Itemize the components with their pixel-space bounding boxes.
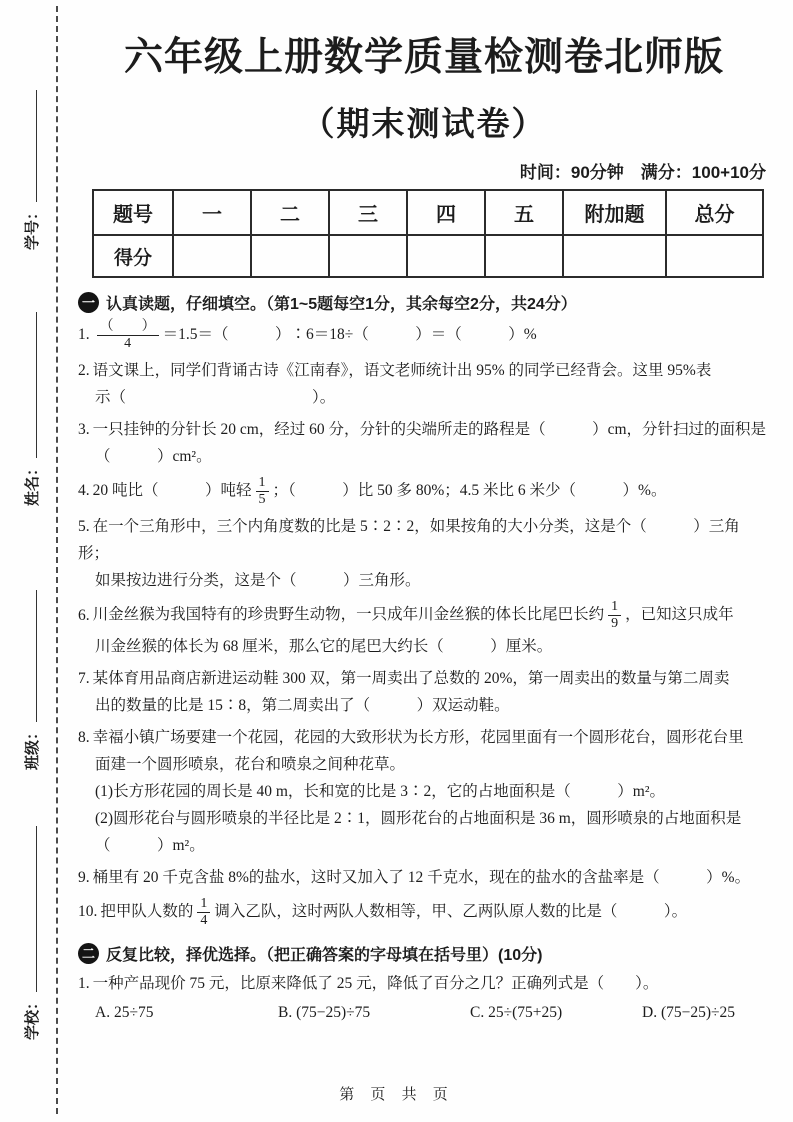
options-row — [78, 1004, 770, 1022]
sidebar-field — [21, 312, 42, 506]
fraction-numerator: 1 — [608, 599, 621, 616]
main-content — [78, 0, 770, 1027]
section-title: 认真读题，仔细填空。（第1~5题每空1分，其余每空2分，共24分） — [106, 296, 577, 313]
option-C: C. 25÷(75+25) — [470, 1003, 563, 1021]
option-A: A. 25÷75 — [95, 1003, 154, 1021]
fraction — [256, 475, 269, 508]
question-number: 10. — [78, 902, 98, 920]
question-text: 幸福小镇广场要建一个花园，花园的大致形状为长方形，花园里面有一个圆形花台，圆形花台里 — [92, 728, 744, 746]
question — [78, 319, 770, 352]
question-text: （ ）m²。 — [95, 836, 205, 854]
question-text: （ ）cm²。 — [95, 448, 212, 466]
question-text: (1)长方形花园的周长是 40 m，长和宽的比是 3∶2，它的占地面积是（ ）m²。 — [95, 782, 665, 800]
section-heading — [78, 942, 770, 965]
question-number: 5. — [78, 518, 90, 536]
section-title: 反复比较，择优选择。（把正确答案的字母填在括号里）(10分) — [106, 946, 543, 964]
score-table — [92, 189, 764, 278]
question-text: 川金丝猴为我国特有的珍贵野生动物，一只成年川金丝猴的体长比尾巴长约 — [92, 606, 605, 624]
question-text: 桶里有 20 千克含盐 8%的盐水，这时又加入了 12 千克水，现在的盐水的含盐率是（ ）%。 — [92, 868, 751, 886]
sidebar-field-blank-line — [23, 826, 37, 992]
section-number-badge: 二 — [78, 943, 99, 964]
page-footer: 第 页 共 页 — [339, 1086, 454, 1103]
score-column-header: 二 — [251, 190, 329, 235]
question-line — [78, 864, 770, 891]
question-text: 一只挂钟的分针长 20 cm，经过 60 分，分针的尖端所走的路程是（ ）cm，分针扫过的面积是 — [92, 421, 766, 439]
question-number: 7. — [78, 669, 90, 687]
question-line — [78, 357, 770, 384]
question-line — [78, 475, 770, 508]
question-text: 把甲队人数的 — [100, 902, 194, 920]
score-cell-empty — [563, 235, 666, 277]
sidebar-field-blank-line — [23, 90, 37, 202]
question — [78, 970, 770, 1022]
question-line — [78, 692, 770, 719]
question-text: 20 吨比（ ）吨轻 — [92, 482, 252, 500]
question-number: 1. — [78, 326, 90, 344]
score-column-header: 一 — [173, 190, 251, 235]
sidebar-field — [21, 826, 42, 1040]
question-line — [78, 665, 770, 692]
score-column-header: 总分 — [666, 190, 763, 235]
question-number: 3. — [78, 421, 90, 439]
question-text: ＝1.5＝（ ）∶6＝18÷（ ）＝（ ）% — [162, 326, 537, 344]
question-line — [78, 896, 770, 929]
question — [78, 475, 770, 508]
question-line — [78, 513, 770, 567]
score-column-header: 题号 — [93, 190, 173, 235]
question — [78, 416, 770, 470]
sidebar-field-blank-line — [23, 590, 37, 722]
score-column-header: 五 — [485, 190, 563, 235]
score-table-score-row — [93, 235, 763, 277]
sidebar-field — [21, 590, 42, 770]
score-cell-empty — [407, 235, 485, 277]
question-text: 在一个三角形中，三个内角度数的比是 5∶2∶2，如果按角的大小分类，这是个（ ）三角形； — [78, 518, 740, 563]
seal-cut-line — [56, 6, 58, 1114]
question-line — [78, 751, 770, 778]
question-text: 如果按边进行分类，这是个（ ）三角形。 — [95, 572, 421, 590]
question-number: 6. — [78, 606, 90, 624]
score-column-header: 附加题 — [563, 190, 666, 235]
question-line — [78, 567, 770, 594]
question-text: 语文课上，同学们背诵古诗《江南春》，语文老师统计出 95% 的同学已经背会。这里 95%表 — [92, 362, 712, 380]
sidebar-field-label: 姓名： — [24, 460, 41, 506]
question-number: 9. — [78, 868, 90, 886]
fraction-denominator: 4 — [124, 336, 132, 352]
question-number: 1. — [78, 974, 90, 992]
question-text: (2)圆形花台与圆形喷泉的半径比是 2∶1，圆形花台的占地面积是 36 m，圆形喷泉的占地面积是 — [95, 809, 742, 827]
question — [78, 513, 770, 594]
sections — [78, 291, 770, 1022]
exam-meta: 时间：90分钟 满分：100+10分 — [519, 163, 766, 182]
section-heading — [78, 291, 770, 314]
page-subtitle: （期末测试卷） — [301, 105, 547, 142]
fraction-denominator: 4 — [200, 912, 208, 928]
fraction-numerator: 1 — [197, 896, 210, 913]
score-cell-empty — [666, 235, 763, 277]
fraction-numerator: 1 — [256, 475, 269, 492]
question-line — [78, 384, 770, 411]
question-line — [78, 970, 770, 997]
fraction-numerator: （ ） — [97, 319, 159, 336]
score-column-header: 三 — [329, 190, 407, 235]
score-cell-empty — [329, 235, 407, 277]
question-line — [78, 778, 770, 805]
question-line — [78, 805, 770, 832]
section-number-badge: 一 — [78, 292, 99, 313]
question-line — [78, 599, 770, 632]
sidebar-field — [21, 90, 42, 250]
page-title: 六年级上册数学质量检测卷北师版 — [123, 36, 724, 79]
question — [78, 357, 770, 411]
question-text: 川金丝猴的体长为 68 厘米，那么它的尾巴大约长（ ）厘米。 — [95, 637, 553, 655]
question-line — [78, 319, 770, 352]
question-number: 4. — [78, 482, 90, 500]
question-number: 2. — [78, 362, 90, 380]
question-line — [78, 443, 770, 470]
question — [78, 665, 770, 719]
sidebar-field-label: 班级： — [24, 724, 41, 770]
question-line — [78, 416, 770, 443]
option-B: B. (75−25)÷75 — [278, 1003, 371, 1021]
score-cell-empty — [485, 235, 563, 277]
fraction-denominator: 5 — [258, 492, 266, 508]
fraction-denominator: 9 — [611, 616, 619, 632]
fraction — [197, 896, 210, 929]
fraction — [608, 599, 621, 632]
score-table-header-row — [93, 190, 763, 235]
question-line — [78, 724, 770, 751]
question-text: 某体育用品商店新进运动鞋 300 双，第一周卖出了总数的 20%，第一周卖出的数量与第二周卖 — [92, 669, 730, 687]
question-number: 8. — [78, 728, 90, 746]
question — [78, 864, 770, 891]
sidebar-field-label: 学校： — [24, 994, 41, 1040]
sidebar-field-label: 学号： — [24, 204, 41, 250]
fraction — [97, 319, 159, 352]
option-D: D. (75−25)÷25 — [642, 1003, 736, 1021]
score-column-header: 四 — [407, 190, 485, 235]
question-text: 示（ ）。 — [95, 389, 336, 407]
question-text: ；（ ）比 50 多 80%；4.5 米比 6 米少（ ）%。 — [272, 482, 667, 500]
question-text: 面建一个圆形喷泉，花台和喷泉之间种花草。 — [95, 755, 406, 773]
question-text: 调入乙队，这时两队人数相等，甲、乙两队原人数的比是（ ）。 — [214, 902, 688, 920]
question — [78, 724, 770, 859]
score-row-label: 得分 — [93, 235, 173, 277]
question-text: ，已知这只成年 — [625, 606, 734, 624]
question-line — [78, 633, 770, 660]
question — [78, 599, 770, 659]
question-line — [78, 832, 770, 859]
sidebar-field-blank-line — [23, 312, 37, 458]
score-cell-empty — [251, 235, 329, 277]
question-text: 出的数量的比是 15∶8，第二周卖出了（ ）双运动鞋。 — [95, 696, 510, 714]
question-text: 一种产品现价 75 元，比原来降低了 25 元，降低了百分之几？正确列式是（ ）。 — [92, 974, 659, 992]
question — [78, 896, 770, 929]
score-cell-empty — [173, 235, 251, 277]
